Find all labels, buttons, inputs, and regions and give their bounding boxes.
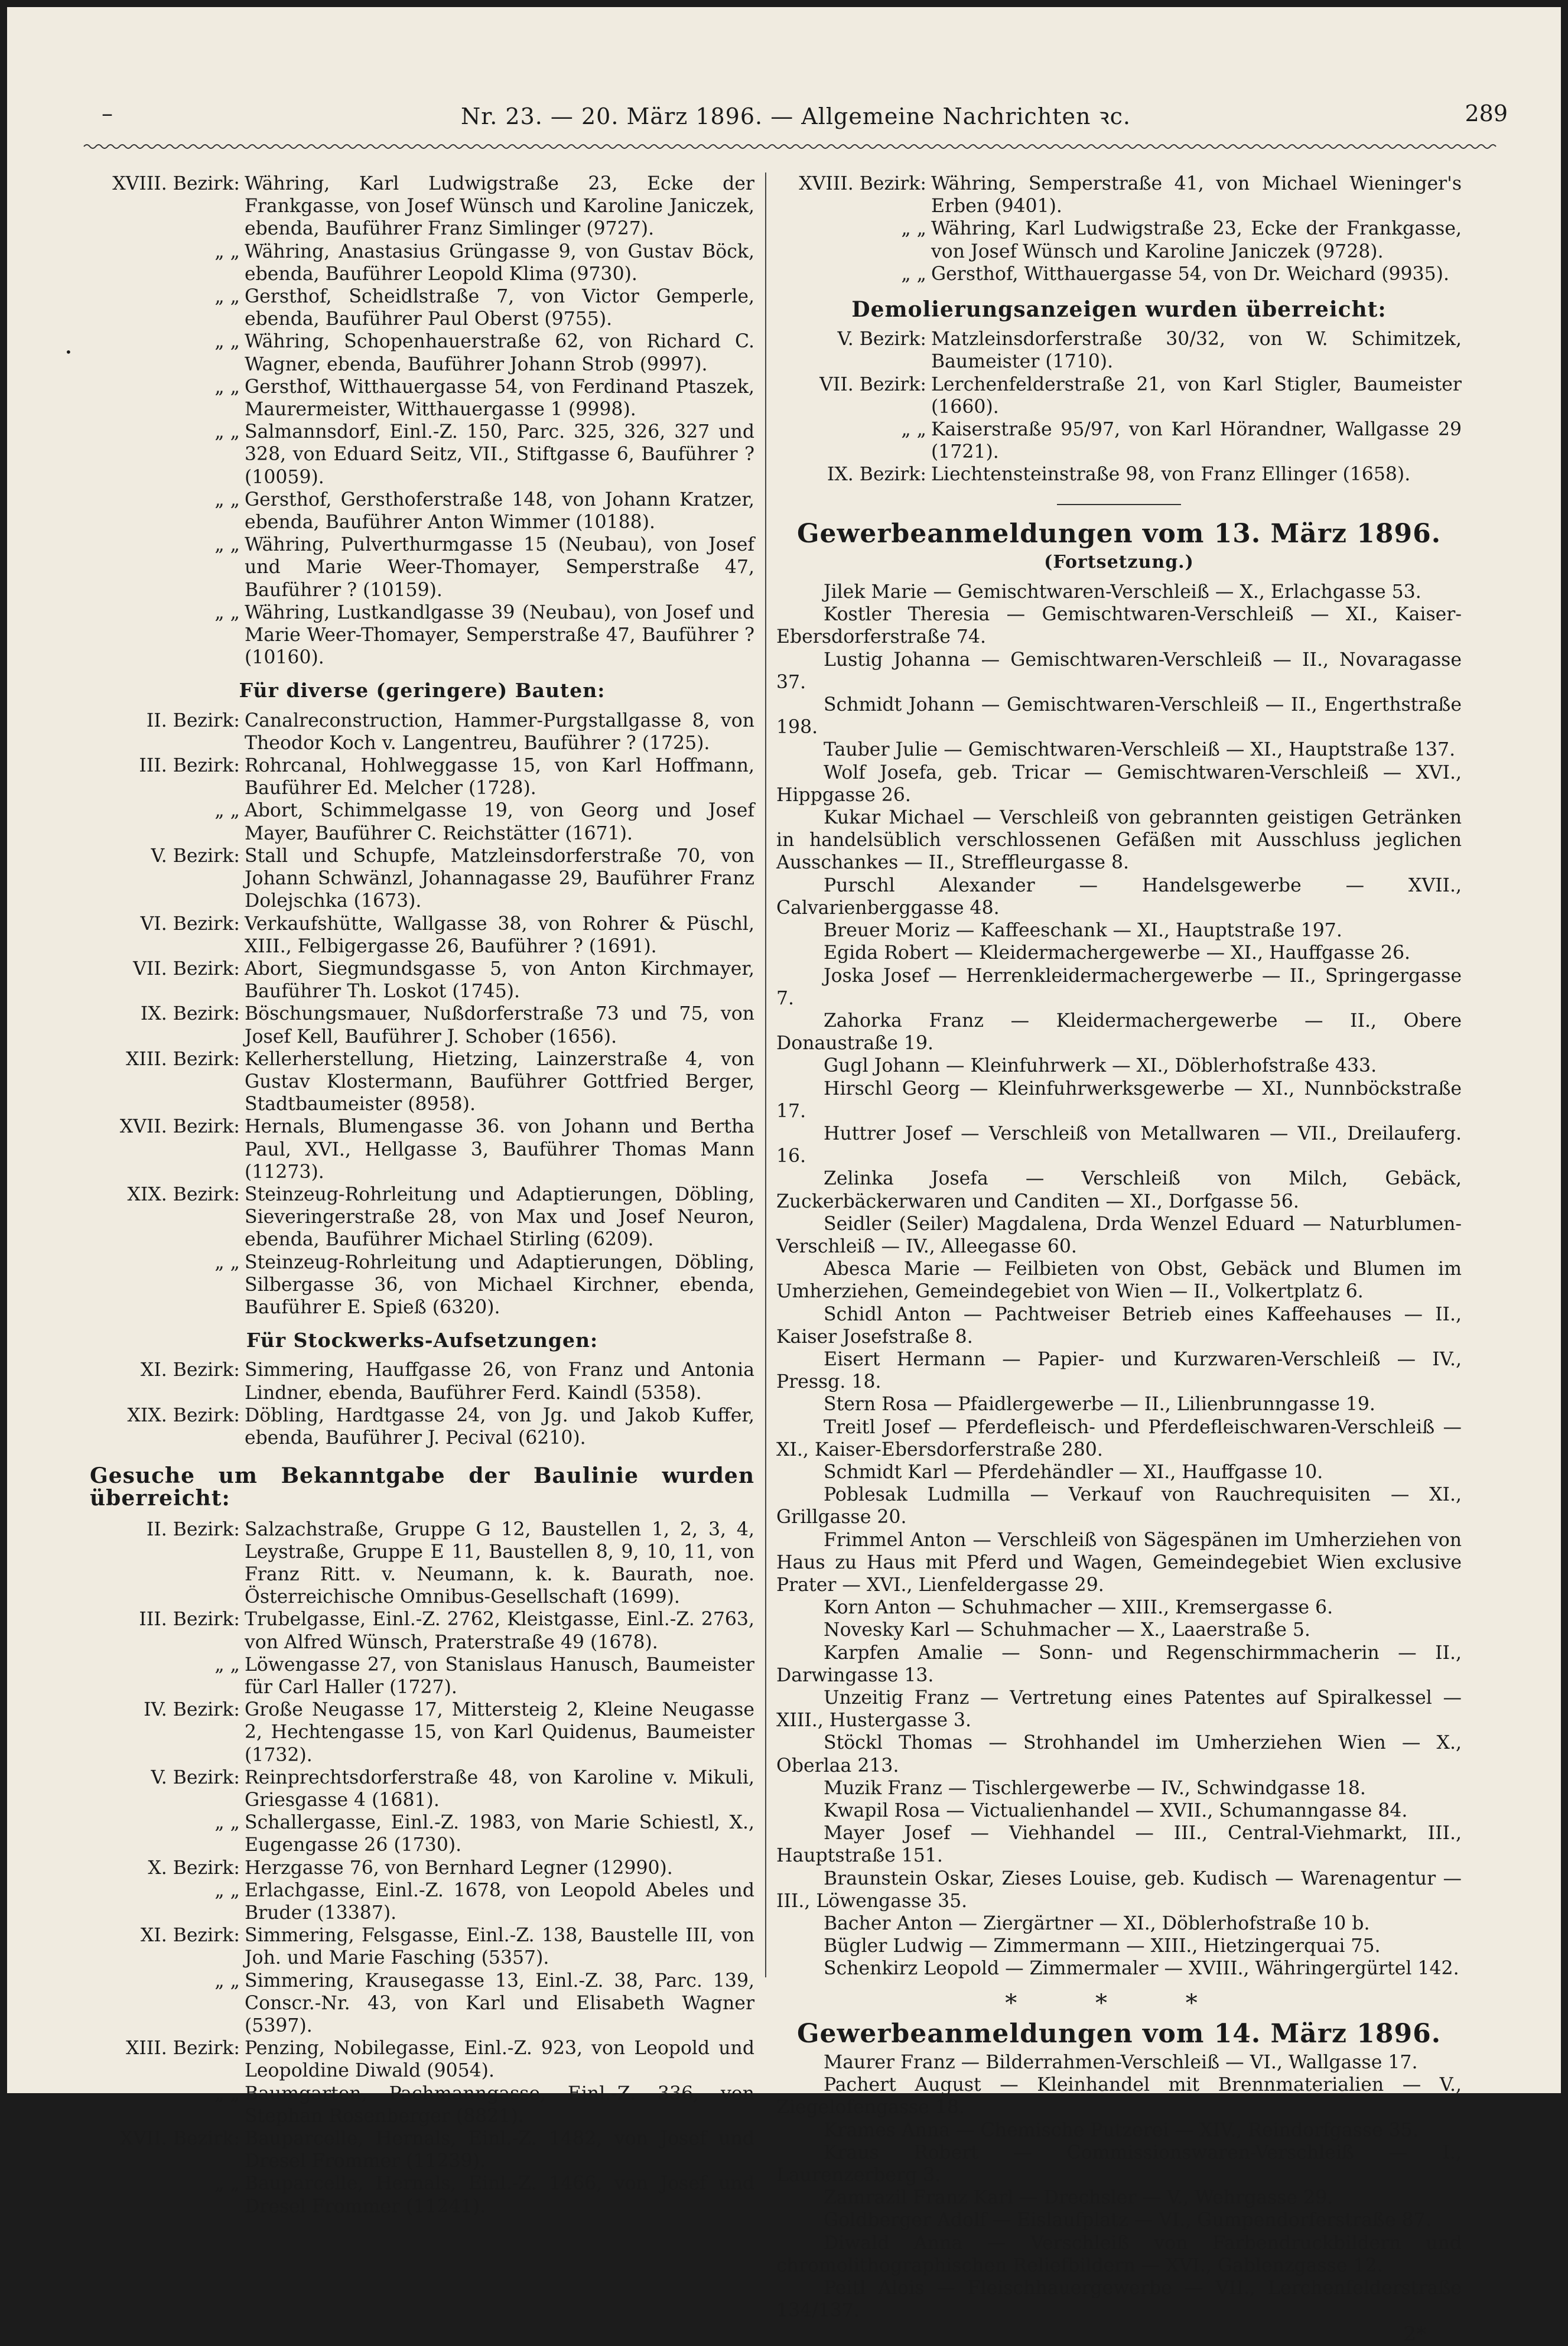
- bezirk-text: Salmannsdorf, Einl.-Z. 150, Parc. 325, 326, 327 und 328, von Eduard Seitz, VII., Stiftgasse 6, Bauführer ? (10059).: [245, 421, 754, 488]
- asterism-divider: * * *: [1005, 1989, 1233, 2017]
- gewerbe-entry: Lustig Johanna — Gemischtwaren-Verschleiß — II., Novaragasse 37.: [776, 649, 1462, 693]
- bezirk-label: XVII. Bezirk:: [119, 1116, 240, 1138]
- gewerbe-entry: Jilek Marie — Gemischtwaren-Verschleiß — X., Erlachgasse 53.: [824, 581, 1421, 603]
- gewerbe-entry: Breuer Moriz — Kaffeeschank — XI., Hauptstraße 197.: [824, 920, 1342, 942]
- bezirk-text: Salzachstraße, Gruppe G 12, Baustellen 1, 2, 3, 4, Leystraße, Gruppe E 11, Baustellen 8, 9, 10, 11, von Franz Ritt. v. Neumann, k. k. Baurath, noe. Österreichische Omnibus-Gesellschaft (1699).: [245, 1518, 754, 1608]
- gewerbe-entry: Novesky Karl — Schuhmacher — X., Laaerstraße 5.: [824, 1619, 1310, 1641]
- bezirk-label: XVIII. Bezirk:: [799, 173, 926, 194]
- bezirk-text: Gersthof, Witthauergasse 54, von Ferdinand Ptaszek, Maurermeister, Witthauergasse 1 (9998).: [245, 376, 754, 421]
- page-number: 289: [1465, 100, 1508, 126]
- gewerbe-entry: Eisert Hermann — Papier- und Kurzwaren-Verschleiß — IV., Pressg. 18.: [776, 1348, 1462, 1393]
- bezirk-entry: [776, 463, 1462, 486]
- bezirk-text: Kaiserstraße 95/97, von Karl Hörandner, Wallgasse 29 (1721).: [931, 419, 1462, 463]
- gewerbe-entry: Mayer Josef — Viehhandel — III., Central-Viehmarkt, III., Hauptstraße 151.: [776, 1823, 1462, 1867]
- gewerbe-entry: Kraus Robert — Commissionswaren-Verschleiß — I., Laurenzerberg 3.: [776, 2142, 1462, 2186]
- bezirk-text: Böschungsmauer, Nußdorferstraße 73 und 75, von Josef Kell, Bauführer J. Schober (1656).: [245, 1003, 754, 1047]
- bezirk-text: Hernals, Blumengasse 36. von Johann und Bertha Paul, XVI., Hellgasse 3, Bauführer Thomas Mann (11273).: [245, 1116, 754, 1183]
- bezirk-label: X. Bezirk:: [148, 1857, 240, 1879]
- bezirk-label: „ „: [214, 240, 240, 262]
- bezirk-text: Simmering, Felsgasse, Einl.-Z. 138, Baustelle III, von Joh. und Marie Fasching (5357).: [245, 1925, 754, 1969]
- gewerbe-entry: Schmidt Karl — Pferdehändler — XI., Hauffgasse 10.: [824, 1461, 1323, 1483]
- gewerbe-entry: Hirschl Georg — Kleinfuhrwerksgewerbe — XI., Nunnböckstraße 17.: [776, 1078, 1462, 1122]
- bezirk-entry: [90, 489, 754, 533]
- bezirk-entry: [90, 1183, 754, 1251]
- gewerbe-entry: Krames Anna — Chemische Putzerei — XIV., Reindorfgasse 35.: [824, 2119, 1419, 2141]
- bezirk-label: „ „: [214, 1812, 240, 1834]
- bezirk-entry: [776, 373, 1462, 418]
- bezirk-text: Baumgarten, Pachmanngasse, Einl.-Z. 336, von Stephan Rosenberger (8821).: [245, 2083, 754, 2127]
- gewerbe-entry: Braunstein Oskar, Zieses Louise, geb. Kudisch — Warenagentur — III., Löwengasse 35.: [776, 1867, 1462, 1912]
- bezirk-label: XVIII. Bezirk:: [112, 173, 240, 194]
- bezirk-entry: [90, 845, 754, 913]
- bezirk-label: XIII. Bezirk:: [126, 2038, 240, 2059]
- bezirk-text: Steinzeug-Rohrleitung und Adaptierungen, Döbling, Sieveringerstraße 28, von Max und Josef Neuron, ebenda, Bauführer Michael Stirling (6209).: [245, 1183, 754, 1251]
- bezirk-text: Matzleinsdorferstraße 30/32, von W. Schimitzek, Baumeister (1710).: [931, 328, 1462, 373]
- bezirk-entry: [90, 1654, 754, 1699]
- bezirk-label: „ „: [214, 2083, 240, 2104]
- gewerbe-entry: Diwald Anna — Verschleiß von Farbendruckbildern und chromolithographischen Reliefbildern — XVI., Gablenzgasse 12.: [776, 2232, 1462, 2276]
- column-divider: [765, 173, 766, 1977]
- bezirk-label: VI. Bezirk:: [140, 913, 240, 935]
- header-dash: –: [102, 100, 113, 126]
- bezirk-label: XIX. Bezirk:: [127, 1404, 240, 1426]
- bezirk-text: Verkaufshütte, Wallgasse 38, von Rohrer & Püschl, XIII., Felbigergasse 26, Bauführer ? (1691).: [245, 913, 754, 957]
- bezirk-text: Gersthof, Scheidlstraße 7, von Victor Gemperle, ebenda, Bauführer Paul Oberst (9755).: [245, 286, 754, 330]
- bezirk-entry: [90, 1970, 754, 2038]
- gewerbe-14-list: [776, 2051, 1462, 2322]
- bezirk-text: Liechtensteinstraße 98, von Franz Ellinger (1658).: [931, 464, 1411, 486]
- bezirk-list-demolierung: [776, 328, 1462, 486]
- gewerbe-entry: Goldberger Adolf — Eislaufplatz — VI., Gumpendorferstraße 87.: [824, 2210, 1432, 2231]
- gewerbe-entry: Kukar Michael — Verschleiß von gebrannten geistigen Getränken in handelsüblich verschlossenen Gefäßen mit Ausschluss jeglichen Ausschankes — II., Streffleurgasse 8.: [776, 807, 1462, 874]
- bezirk-label: II. Bezirk:: [146, 710, 240, 731]
- gewerbe-entry: Purschl Alexander — Handelsgewerbe — XVII., Calvarienberggasse 48.: [776, 874, 1462, 919]
- bezirk-text: Schallergasse, Einl.-Z. 1983, von Marie Schiestl, X., Eugengasse 26 (1730).: [245, 1812, 754, 1856]
- page-header: [84, 100, 1508, 134]
- fortsetzung-label: (Fortsetzung.): [1044, 551, 1194, 572]
- signature-mark: 2*: [1403, 2322, 1426, 2346]
- heading-gesuche-baulinie: Gesuche um Bekanntgabe der Baulinie wurden überreicht:: [90, 1463, 754, 1511]
- bezirk-label: V. Bezirk:: [837, 328, 926, 350]
- gewerbe-entry: Gugl Johann — Kleinfuhrwerk — XI., Döblerhofstraße 433.: [824, 1055, 1377, 1077]
- bezirk-entry: [776, 173, 1462, 217]
- bezirk-text: Trubelgasse, Einl.-Z. 2762, Kleistgasse, Einl.-Z. 2763, von Alfred Wünsch, Praterstraße 49 (1678).: [245, 1609, 754, 1653]
- gewerbe-entry: Schidl Anton — Pachtweiser Betrieb eines Kaffeehauses — II., Kaiser Josefstraße 8.: [776, 1303, 1462, 1348]
- heading-diverse-bauten: Für diverse (geringere) Bauten:: [239, 679, 606, 702]
- bezirk-text: Penzing, Nobilegasse, Einl.-Z. 923, von Leopold und Leopoldine Diwald (9054).: [245, 2038, 754, 2082]
- bezirk-entry: [90, 1879, 754, 1924]
- gewerbe-entry: Zelinka Josefa — Verschleiß von Milch, Gebäck, Zuckerbäckerwaren und Canditen — XI., Dorfgasse 56.: [776, 1168, 1462, 1212]
- gewerbe-entry: Treitl Josef — Pferdefleisch- und Pferdefleischwaren-Verschleiß — XI., Kaiser-Ebersdorferstraße 280.: [776, 1416, 1462, 1460]
- bezirk-entry: [90, 754, 754, 799]
- gewerbe-entry: Frimmel Anton — Verschleiß von Sägespänen im Umherziehen von Haus zu Haus mit Pferd und Wagen, Gemeindegebiet Wien exclusive Prater — XVI., Lienfeldergasse 29.: [776, 1529, 1462, 1596]
- bezirk-label: IX. Bezirk:: [140, 1003, 240, 1025]
- bezirk-entry: [776, 328, 1462, 373]
- bezirk-entry: [90, 799, 754, 844]
- bezirk-label: II. Bezirk:: [146, 1518, 240, 1540]
- bezirk-text: Gersthof, Witthauergasse 54, von Dr. Weichard (9935).: [931, 263, 1449, 285]
- bezirk-entry: [90, 2037, 754, 2082]
- bezirk-entry: [90, 2172, 754, 2217]
- bezirk-entry: [90, 330, 754, 375]
- bezirk-text: Canalreconstruction, Hammer-Purgstallgasse 8, von Theodor Koch v. Langentreu, Bauführer ? (1725).: [245, 710, 754, 754]
- bezirk-label: „ „: [901, 218, 926, 240]
- bezirk-list-stockwerks: [90, 1359, 754, 1449]
- bezirk-entry: [776, 263, 1462, 285]
- bezirk-text: Döbling, Hardtgasse 24, von Jg. und Jakob Kuffer, ebenda, Bauführer J. Pecival (6210).: [245, 1404, 754, 1449]
- gewerbe-entry: Korn Anton — Schuhmacher — XIII., Kremsergasse 6.: [824, 1597, 1333, 1619]
- bezirk-text: Kellerherstellung, Hietzing, Lainzerstraße 4, von Gustav Klostermann, Bauführer Gottfried Berger, Stadtbaumeister (8958).: [245, 1048, 754, 1115]
- bezirk-entry: [90, 1766, 754, 1811]
- bezirk-text: Währing, Karl Ludwigstraße 23, Ecke der Frankgasse, von Josef Wünsch und Karoline Janiczek (9728).: [931, 218, 1462, 262]
- bezirk-entry: [90, 376, 754, 421]
- gewerbe-entry: Zahorka Franz — Kleidermachergewerbe — II., Obere Donaustraße 19.: [776, 1010, 1462, 1055]
- bezirk-label: VII. Bezirk:: [819, 373, 926, 395]
- bezirk-label: IV. Bezirk:: [144, 1699, 240, 1721]
- bezirk-label: „ „: [214, 1654, 240, 1675]
- bezirk-label: XI. Bezirk:: [140, 1925, 240, 1947]
- bezirk-text: Erlachgasse, Einl.-Z. 1678, von Leopold Abeles und Bruder (13387).: [245, 1879, 754, 1924]
- bezirk-label: XVII. Bezirk:: [119, 2128, 240, 2150]
- bezirk-entry: [90, 913, 754, 958]
- bezirk-label: „ „: [214, 286, 240, 308]
- gewerbe-entry: Tauber Julie — Gemischtwaren-Verschleiß — XI., Hauptstraße 137.: [824, 739, 1456, 761]
- bezirk-text: Große Neugasse 17, Mittersteig 2, Kleine Neugasse 2, Hechtengasse 15, von Karl Quidenus, Baumeister (1732).: [245, 1699, 754, 1766]
- bezirk-entry: [90, 710, 754, 754]
- bezirk-label: IX. Bezirk:: [827, 464, 926, 486]
- bezirk-label: XIII. Bezirk:: [126, 1048, 240, 1070]
- gewerbe-entry: Joska Josef — Herrenkleidermachergewerbe — II., Springergasse 7.: [776, 965, 1462, 1009]
- heading-demolierung: Demolierungsanzeigen wurden überreicht:: [851, 297, 1387, 323]
- bezirk-label: XI. Bezirk:: [140, 1359, 240, 1381]
- bezirk-entry: [90, 1699, 754, 1766]
- bezirk-text: Reinprechtsdorferstraße 48, von Karoline v. Mikuli, Griesgasse 4 (1681).: [245, 1766, 754, 1811]
- bezirk-text: Gersthof, Gersthoferstraße 148, von Johann Kratzer, ebenda, Bauführer Anton Wimmer (10188).: [245, 489, 754, 533]
- bezirk-label: „ „: [214, 376, 240, 398]
- bezirk-label: „ „: [901, 419, 926, 441]
- bezirk-label: „ „: [214, 534, 240, 556]
- bezirk-label: „ „: [901, 263, 926, 285]
- bezirk-text: Währing, Semperstraße 41, von Michael Wieninger's Erben (9401).: [931, 173, 1462, 217]
- gewerbe-entry: Wolf Josefa, geb. Tricar — Gemischtwaren-Verschleiß — XVI., Hippgasse 26.: [776, 762, 1462, 806]
- bezirk-entry: [90, 1811, 754, 1856]
- gewerbe-entry: Kwapil Rosa — Victualienhandel — XVII., Schumanngasse 84.: [824, 1800, 1408, 1822]
- header-wavy-rule: [84, 138, 1496, 152]
- bezirk-entry: [776, 418, 1462, 463]
- gewerbe-entry: Bacher Anton — Ziergärtner — XI., Döblerhofstraße 10 b.: [824, 1913, 1370, 1935]
- bezirk-entry: [90, 173, 754, 240]
- gewerbe-entry: Bügler Ludwig — Zimmermann — XIII., Hietzingerquai 75.: [824, 1935, 1381, 1957]
- bezirk-label: „ „: [214, 1251, 240, 1273]
- bezirk-text: Simmering, Krausegasse 13, Einl.-Z. 38, Parc. 139, Conscr.-Nr. 43, von Karl und Elisabeth Wagner (5397).: [245, 1970, 754, 2037]
- bezirk-entry: [90, 533, 754, 601]
- gewerbe-entry: Karpfen Amalie — Sonn- und Regenschirmmacherin — II., Darwingasse 13.: [776, 1642, 1462, 1686]
- gewerbe-entry: Peitl Alois — Fleischhauergewerbe — VII., Lerchenfelderstraße 134/137.: [776, 2277, 1462, 2322]
- gewerbe-entry: Unzeitig Franz — Vertretung eines Patentes auf Spiralkessel — XIII., Hustergasse 3.: [776, 1687, 1462, 1732]
- gewerbe-entry: Abesca Marie — Feilbieten von Obst, Gebäck und Blumen im Umherziehen, Gemeindegebiet von Wien — II., Volkertplatz 6.: [776, 1258, 1462, 1303]
- bezirk-entry: [90, 1048, 754, 1116]
- bezirk-label: „ „: [214, 421, 240, 443]
- bezirk-text: Bauparcelle, Hernals, Einl.-Z. 1482, von Josef und Dresel Frommer (11239).: [245, 2128, 754, 2172]
- bezirk-text: Währing, Anastasius Grüngasse 9, von Gustav Böck, ebenda, Bauführer Leopold Klima (9730).: [245, 240, 754, 285]
- gewerbe-entry: Pachert August — Kleinhandel mit Brennmaterialien — V., Ziegelofengasse 18.: [776, 2074, 1462, 2119]
- bezirk-text: Währing, Pulverthurmgasse 15 (Neubau), von Josef und Marie Weer-Thomayer, Semperstraße 47, Bauführer ? (10159).: [245, 534, 754, 601]
- bezirk-entry: [90, 1518, 754, 1609]
- gewerbe-entry: Seidler (Seiler) Magdalena, Drda Wenzel Eduard — Naturblumen-Verschleiß — IV., Alleegasse 60.: [776, 1213, 1462, 1257]
- bezirk-entry: [90, 1857, 754, 1879]
- bezirk-label: III. Bezirk:: [139, 755, 240, 777]
- bezirk-entry: [90, 1251, 754, 1319]
- bezirk-text: Währing, Schopenhauerstraße 62, von Richard C. Wagner, ebenda, Bauführer Johann Strob (9997).: [245, 331, 754, 375]
- bezirk-text: Währing, Karl Ludwigstraße 23, Ecke der Frankgasse, von Josef Wünsch und Karoline Janiczek, ebenda, Bauführer Franz Simlinger (9727).: [245, 173, 754, 240]
- bezirk-label: „ „: [214, 2173, 240, 2195]
- bezirk-entry: [90, 285, 754, 330]
- bezirk-label: „ „: [214, 331, 240, 353]
- bezirk-label: XIX. Bezirk:: [127, 1183, 240, 1205]
- section-rule: [1057, 504, 1181, 505]
- bezirk-entry: [90, 2127, 754, 2172]
- bezirk-label: „ „: [214, 489, 240, 510]
- bezirk-entry: [90, 1404, 754, 1449]
- bezirk-entry: [90, 1608, 754, 1653]
- bezirk-entry: [90, 2083, 754, 2127]
- gewerbe-entry: Egida Robert — Kleidermachergewerbe — XI., Hauffgasse 26.: [824, 942, 1411, 964]
- bezirk-text: Stall und Schupfe, Matzleinsdorferstraße 70, von Johann Schwänzl, Johannagasse 29, Bauführer Franz Dolejschka (1673).: [245, 845, 754, 912]
- header-issue-line: Nr. 23. — 20. März 1896. — Allgemeine Nachrichten ꝛc.: [461, 103, 1131, 129]
- bezirk-entry: [90, 601, 754, 669]
- bezirk-label: V. Bezirk:: [151, 1766, 240, 1788]
- bezirk-entry: [90, 240, 754, 285]
- gewerbe-entry: Maurer Franz — Bilderrahmen-Verschleiß — VI., Wallgasse 17.: [824, 2052, 1418, 2074]
- gewerbe-entry: Poblesak Ludmilla — Verkauf von Rauchrequisiten — XI., Grillgasse 20.: [776, 1484, 1462, 1528]
- heading-stockwerks: Für Stockwerks-Aufsetzungen:: [246, 1329, 598, 1352]
- margin-dot: •: [65, 345, 72, 359]
- bezirk-label: VII. Bezirk:: [133, 958, 240, 980]
- left-column: [90, 173, 754, 2218]
- bezirk-entry: [90, 1115, 754, 1183]
- gewerbe-entry: Stöckl Thomas — Strohhandel im Umherziehen Wien — X., Oberlaa 213.: [776, 1732, 1462, 1776]
- bezirk-text: Herzgasse 76, von Bernhard Legner (12990).: [245, 1857, 673, 1879]
- bezirk-entry: [90, 1003, 754, 1047]
- heading-gewerbe-14-maerz: Gewerbeanmeldungen vom 14. März 1896.: [796, 2018, 1442, 2049]
- bezirk-label: V. Bezirk:: [151, 845, 240, 867]
- bezirk-entry: [776, 217, 1462, 262]
- bezirk-label: „ „: [214, 601, 240, 623]
- newspaper-page: [7, 7, 1561, 2346]
- bezirk-label: „ „: [214, 1879, 240, 1901]
- bezirk-list-right-top: [776, 173, 1462, 285]
- bezirk-list-baulinie: [90, 1518, 754, 2218]
- bezirk-label: „ „: [214, 1970, 240, 1992]
- bezirk-entry: [90, 1359, 754, 1404]
- gewerbe-entry: Kostler Theresia — Gemischtwaren-Verschleiß — XI., Kaiser-Ebersdorferstraße 74.: [776, 604, 1462, 648]
- bezirk-list-diverse: [90, 710, 754, 1319]
- bezirk-text: Steinzeug-Rohrleitung und Adaptierungen, Döbling, Silbergasse 36, von Michael Kirchner, ebenda, Bauführer E. Spieß (6320).: [245, 1251, 754, 1318]
- bezirk-label: III. Bezirk:: [139, 1609, 240, 1631]
- bezirk-text: Löwengasse 27, von Stanislaus Hanusch, Baumeister für Carl Haller (1727).: [245, 1654, 754, 1698]
- bezirk-text: Rohrcanal, Hohlweggasse 15, von Karl Hoffmann, Bauführer Ed. Melcher (1728).: [245, 755, 754, 799]
- gewerbe-entry: Schmidt Johann — Gemischtwaren-Verschleiß — II., Engerthstraße 198.: [776, 694, 1462, 738]
- bezirk-label: „ „: [214, 800, 240, 822]
- bezirk-list-wahring: [90, 173, 754, 669]
- bezirk-text: Abort, Siegmundsgasse 5, von Anton Kirchmayer, Bauführer Th. Loskot (1745).: [245, 958, 754, 1003]
- gewerbe-entry: Zamrazil Franz Karl — Drechsler — V., Wehrgasse 29.: [824, 2187, 1333, 2209]
- bezirk-text: Abort, Schimmelgasse 19, von Georg und Josef Mayer, Bauführer C. Reichstätter (1671).: [245, 800, 754, 844]
- bezirk-entry: [90, 1924, 754, 1969]
- right-column: [776, 173, 1462, 2346]
- gewerbe-entry: Schenkirz Leopold — Zimmermaler — XVIII., Währingergürtel 142.: [824, 1958, 1459, 1980]
- gewerbe-13-list: [776, 581, 1462, 1980]
- bezirk-text: Simmering, Hauffgasse 26, von Franz und Antonia Lindner, ebenda, Bauführer Ferd. Kaindl (5358).: [245, 1359, 754, 1404]
- bezirk-entry: [90, 421, 754, 489]
- heading-gewerbe-13-maerz: Gewerbeanmeldungen vom 13. März 1896.: [796, 518, 1442, 549]
- gewerbe-entry: Muzik Franz — Tischlergewerbe — IV., Schwindgasse 18.: [824, 1777, 1366, 1799]
- bezirk-text: Bauparcelle, Hernals, Einl.-Z. 1466, von Josef und Dresel Frommer (11241).: [245, 2173, 754, 2217]
- gewerbe-entry: Stern Rosa — Pfaidlergewerbe — II., Lilienbrunngasse 19.: [824, 1394, 1375, 1416]
- bezirk-text: Lerchenfelderstraße 21, von Karl Stigler, Baumeister (1660).: [931, 373, 1462, 418]
- gewerbe-entry: Huttrer Josef — Verschleiß von Metallwaren — VII., Dreilauferg. 16.: [776, 1122, 1462, 1167]
- bezirk-entry: [90, 958, 754, 1003]
- bezirk-text: Währing, Lustkandlgasse 39 (Neubau), von Josef und Marie Weer-Thomayer, Semperstraße 47, Bauführer ? (10160).: [245, 601, 754, 669]
